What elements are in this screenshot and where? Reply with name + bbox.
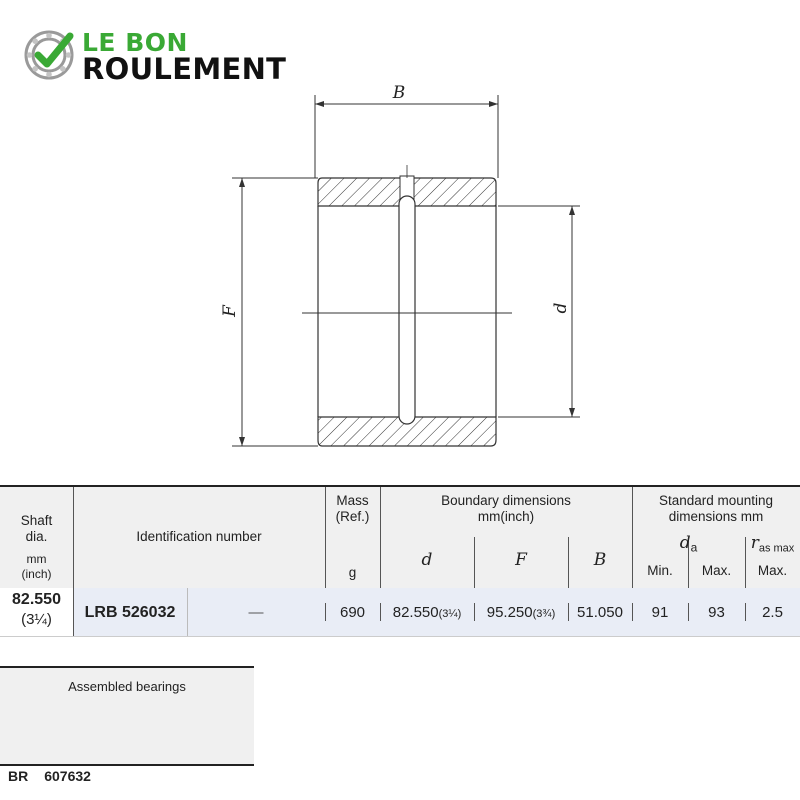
assembled-bearings-box	[0, 666, 254, 766]
cell-mass: 690	[339, 604, 366, 621]
header-boundary: Boundary dimensions	[441, 493, 571, 508]
header-shaft: Shaft	[20, 513, 53, 528]
cell-d: 82.550(3¼)	[392, 604, 462, 621]
cell-ident: LRB 526032	[84, 604, 176, 621]
header-col-F: F	[515, 550, 527, 570]
cell-da-max: 93	[708, 604, 725, 621]
assembled-bearings-label: Assembled bearings	[68, 679, 186, 694]
cell-shaft: 82.550	[12, 591, 61, 608]
header-shaft-unit: mm	[26, 552, 47, 566]
header-mass-unit: g	[348, 565, 357, 580]
header-da-min: Min.	[647, 563, 673, 578]
bearing-check-icon	[24, 28, 76, 80]
logo-text-bottom: ROULEMENT	[82, 52, 287, 86]
header-mounting: Standard mounting	[658, 493, 774, 508]
header-col-d: d	[421, 550, 433, 570]
cell-F: 95.250(3¾)	[486, 604, 556, 621]
assembled-code	[8, 768, 107, 784]
dimensions-table	[0, 485, 800, 637]
cell-shaft-inch: (3¼)	[21, 611, 52, 628]
bearing-drawing	[0, 80, 800, 460]
header-ras: $r_{as max}$	[750, 533, 795, 555]
header-mass-ref: (Ref.)	[335, 509, 370, 524]
cell-ras-max: 2.5	[762, 604, 783, 621]
header-col-B: B	[593, 550, 607, 570]
header-da-max: Max.	[701, 563, 732, 578]
assembled-code-value: 607632	[44, 768, 91, 784]
cell-da-min: 91	[651, 604, 669, 621]
header-mass: Mass	[336, 493, 369, 508]
cell-B: 51.050	[577, 604, 623, 621]
dim-label-B: B	[392, 83, 406, 103]
header-mounting-unit: dimensions mm	[668, 509, 764, 524]
dim-label-F: F	[220, 305, 240, 317]
cell-variant: —	[248, 604, 264, 621]
assembled-code-label: BR	[8, 768, 29, 784]
header-shaft-unit-inch: (inch)	[21, 567, 52, 581]
header-ras-max: Max.	[757, 563, 788, 578]
header-ident: Identification number	[136, 529, 262, 544]
brand-logo	[24, 26, 304, 86]
dim-label-d: d	[551, 302, 571, 314]
header-da: $d_a$	[679, 533, 698, 555]
logo-text-top: LE BON	[82, 28, 188, 57]
header-shaft-dia: dia.	[25, 529, 48, 544]
header-boundary-unit: mm(inch)	[477, 509, 535, 524]
